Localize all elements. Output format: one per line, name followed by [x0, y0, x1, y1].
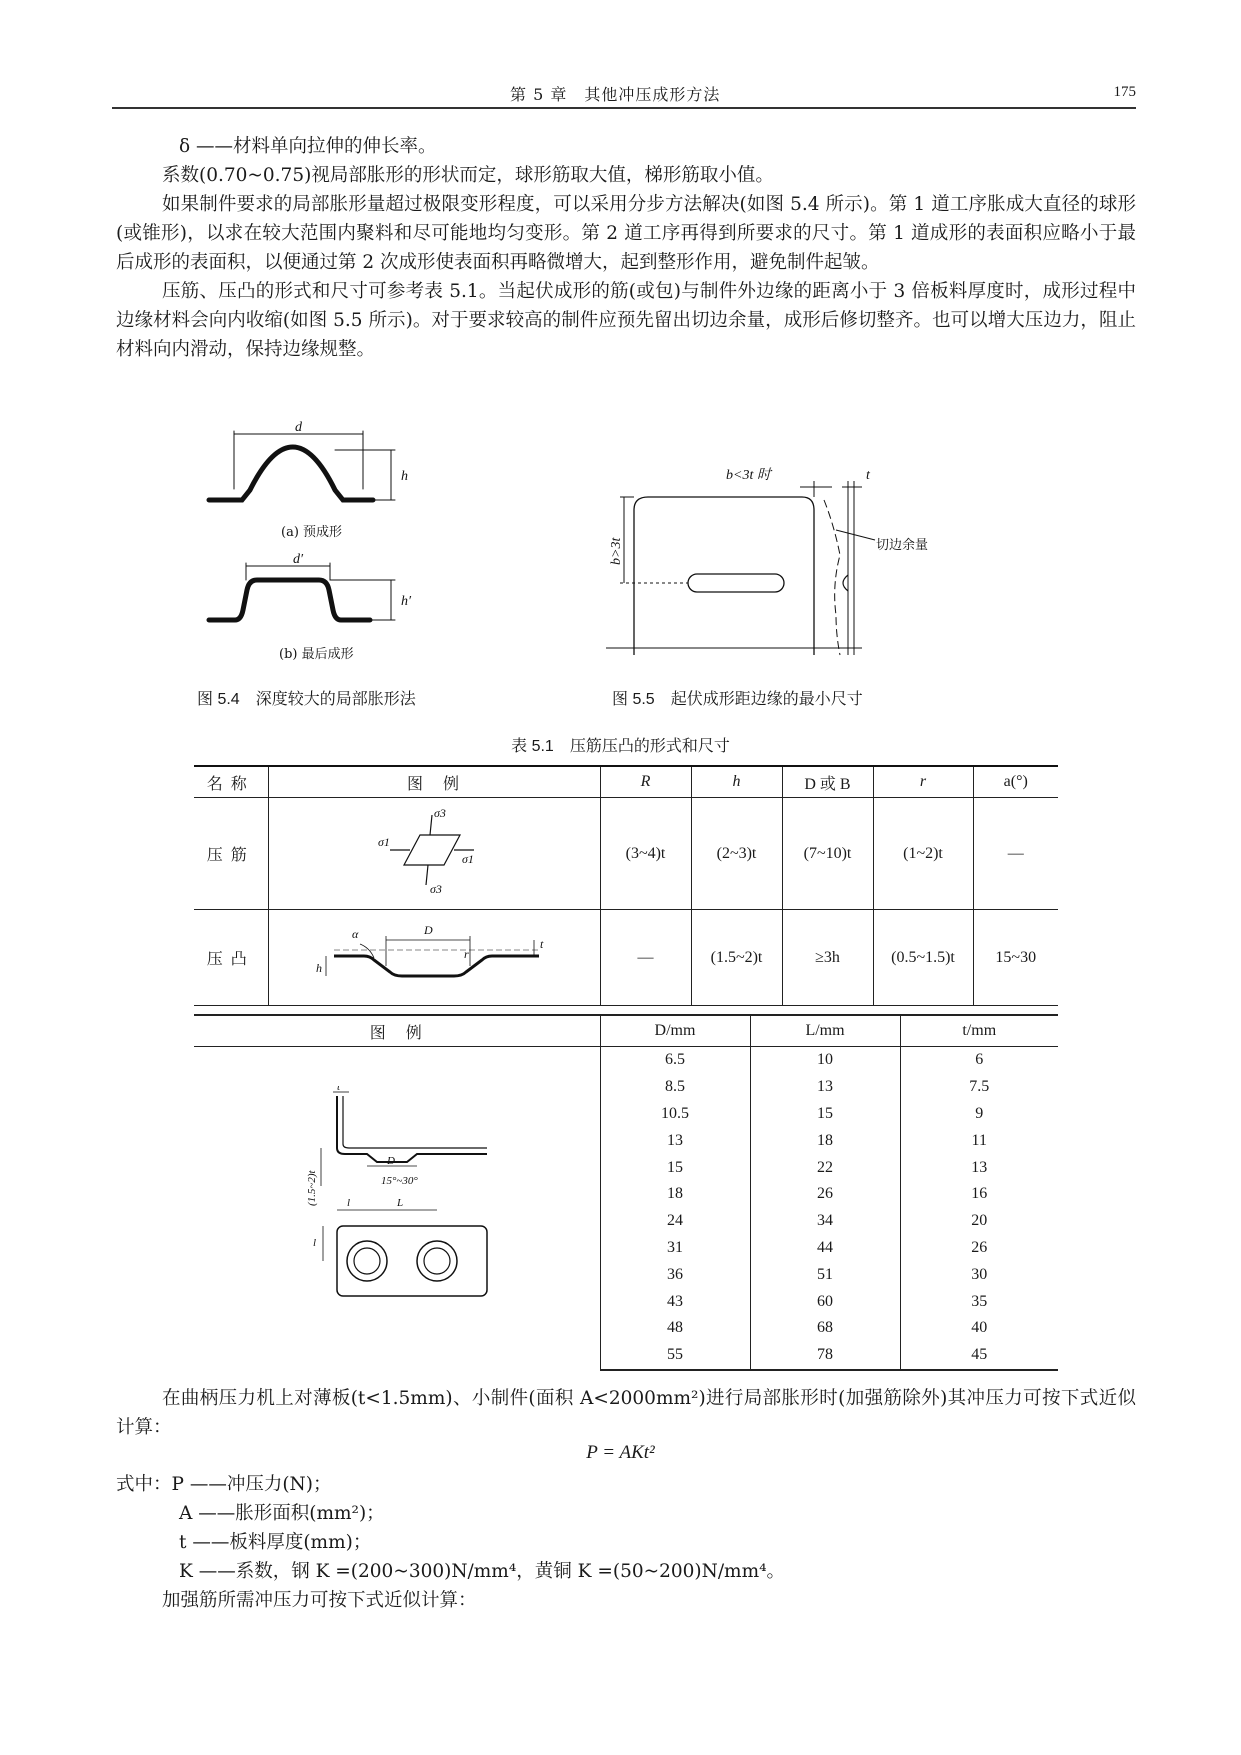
def-P-line — [116, 1470, 785, 1499]
bump-h: (1.5~2)t — [691, 910, 782, 1006]
cell-t: 40 — [971, 1319, 988, 1337]
label-d-prime: d′ — [293, 552, 304, 567]
table-5-1-lower — [194, 1014, 1058, 1371]
rib-diagram-cell — [268, 798, 600, 910]
caption-a: (a) 预成形 — [281, 525, 343, 540]
paragraph-4: 在曲柄压力机上对薄板(t<1.5mm)、小制件(面积 A<2000mm²)进行局部胀形时(加强筋除外)其冲压力可按下式近似计算： — [116, 1388, 1136, 1438]
def-K: K ——系数，钢 K =(200~300)N/mm⁴，黄铜 K =(50~200)N/mm⁴。 — [179, 1561, 786, 1582]
cell-t: 45 — [900, 1342, 1058, 1370]
label-b-gt-3t: b>3t — [609, 537, 624, 565]
th2-D: D/mm — [600, 1015, 750, 1047]
cell-L: 51 — [750, 1261, 900, 1288]
bump-h: h — [316, 961, 322, 975]
cell-L: 34 — [750, 1208, 900, 1235]
paragraph-3: 压筋、压凸的形式和尺寸可参考表 5.1。当起伏成形的筋(或包)与制件外边缘的距离小于 3 倍板料厚度时，成形过程中边缘材料会向内收缩(如图 5.5 所示)。对于要求较高的制件应预先留出切边余量，成形后修切整齐。也可以增大压边力，阻止材料向内滑动，保持边缘规整。 — [116, 281, 1136, 360]
def-lead: 式中： — [116, 1474, 172, 1495]
sigma3-bottom: σ3 — [430, 882, 442, 896]
th2-example: 图 例 — [194, 1015, 600, 1047]
cell-t: 11 — [971, 1131, 987, 1149]
th-h: h — [691, 766, 782, 798]
cell-L: 78 — [750, 1342, 900, 1370]
sketch-t: t — [336, 1085, 340, 1093]
sigma1-left: σ1 — [378, 835, 390, 849]
cell-L: 18 — [750, 1127, 900, 1154]
cell-D: 15 — [600, 1154, 750, 1181]
th-r: r — [873, 766, 973, 798]
cell-D: 6.5 — [600, 1047, 750, 1074]
table-header-row — [194, 766, 1058, 798]
sketch-D: D — [386, 1154, 395, 1167]
label-trim-allowance: 切边余量 — [876, 538, 929, 553]
cell-D: 31 — [600, 1235, 750, 1262]
label-h-prime: h′ — [401, 594, 412, 609]
after-text — [116, 1384, 1136, 1442]
cell-D: 10.5 — [600, 1101, 750, 1128]
rib-R: (3~4)t — [600, 798, 691, 910]
bump-R: — — [600, 910, 691, 1006]
label-b-lt-3t: b<3t 时 — [726, 468, 771, 483]
row-name-rib: 压筋 — [194, 798, 268, 910]
label-t: t — [866, 468, 870, 483]
bump-t: t — [540, 937, 544, 951]
bump-D: D — [424, 923, 433, 937]
cell-t: 7.5 — [969, 1078, 990, 1096]
cell-L: 68 — [750, 1315, 900, 1342]
bump-alpha: 15~30 — [973, 910, 1058, 1006]
formula-definitions — [116, 1470, 785, 1615]
th-D-or-B: D 或 B — [782, 766, 873, 798]
sketch-h: (1.5~2)t — [305, 1170, 318, 1206]
sketch-angle: 15°~30° — [380, 1174, 418, 1187]
cell-t: 16 — [971, 1185, 988, 1203]
bump-r: r — [464, 947, 469, 961]
label-d: d — [295, 420, 302, 435]
last-line: 加强筋所需冲压力可按下式近似计算： — [162, 1590, 477, 1611]
cell-L: 22 — [750, 1154, 900, 1181]
table2-header-row — [194, 1015, 1058, 1047]
cell-t: 30 — [971, 1265, 988, 1283]
table-row-bump — [194, 910, 1058, 1006]
sigma3-top: σ3 — [434, 806, 446, 820]
cell-D: 24 — [600, 1208, 750, 1235]
row-name-bump: 压凸 — [194, 910, 268, 1006]
cell-t: 13 — [971, 1158, 988, 1176]
delta-definition: δ ——材料单向拉伸的伸长率。 — [179, 136, 437, 157]
cell-L: 10 — [750, 1047, 900, 1074]
th-name: 名称 — [194, 766, 268, 798]
chapter-title: 第 5 章 其他冲压成形方法 — [510, 85, 721, 104]
def-A: A ——胀形面积(mm²)； — [179, 1503, 385, 1524]
cell-D: 18 — [600, 1181, 750, 1208]
bump-r: (0.5~1.5)t — [873, 910, 973, 1006]
figure-5-5 — [600, 465, 960, 660]
cell-L: 15 — [750, 1101, 900, 1128]
figure-5-4 — [205, 420, 455, 670]
paragraph-1: 系数(0.70~0.75)视局部胀形的形状而定，球形筋取大值，梯形筋取小值。 — [162, 165, 774, 186]
sketch-l: l — [346, 1196, 350, 1209]
rib-alpha: — — [973, 798, 1058, 910]
dimension-sketch-cell — [194, 1047, 600, 1370]
bump-alpha: α — [352, 927, 359, 941]
rib-h: (2~3)t — [691, 798, 782, 910]
rib-dimension-sketch — [297, 1086, 497, 1326]
paragraph-2: 如果制件要求的局部胀形量超过极限变形程度，可以采用分步方法解决(如图 5.4 所示)。第 1 道工序胀成大直径的球形(或锥形)，以求在较大范围内聚料和尽可能地均匀变形。第 2 道工序再得到所要求的尺寸。第 1 道成形的表面积应略小于最后成形的表面积，以便通过第 2 次成形使表面积再略微增大，起到整形作用，避免制件起皱。 — [116, 194, 1136, 273]
th-example: 图 例 — [268, 766, 600, 798]
cell-t: 6 — [975, 1051, 984, 1069]
rib-D: (7~10)t — [782, 798, 873, 910]
sketch-l-side: l — [312, 1236, 316, 1249]
cell-L: 26 — [750, 1181, 900, 1208]
cell-L: 60 — [750, 1288, 900, 1315]
table-row-rib — [194, 798, 1058, 910]
body-text — [116, 132, 1136, 364]
page-header — [112, 80, 1136, 108]
page-number: 175 — [1113, 84, 1136, 100]
table2-body — [194, 1047, 1058, 1370]
cell-t: 20 — [971, 1212, 988, 1230]
th-R: R — [600, 766, 691, 798]
def-P: P ——冲压力(N)； — [171, 1474, 332, 1495]
cell-D: 36 — [600, 1261, 750, 1288]
table2-row — [194, 1047, 1058, 1074]
bump-D: ≥3h — [782, 910, 873, 1006]
cell-D: 13 — [600, 1127, 750, 1154]
sigma1-right: σ1 — [462, 852, 474, 866]
cell-t: 26 — [971, 1238, 988, 1256]
caption-b: (b) 最后成形 — [279, 647, 354, 662]
rib-stress-diagram — [374, 801, 494, 901]
cell-L: 44 — [750, 1235, 900, 1262]
th-alpha: a(°) — [973, 766, 1058, 798]
cell-L: 13 — [750, 1074, 900, 1101]
cell-D: 55 — [600, 1342, 750, 1370]
figure-5-5-caption: 图 5.5 起伏成形距边缘的最小尺寸 — [612, 691, 863, 708]
def-t: t ——板料厚度(mm)； — [179, 1532, 372, 1553]
cell-D: 48 — [600, 1315, 750, 1342]
th2-t: t/mm — [900, 1015, 1058, 1047]
cell-D: 43 — [600, 1288, 750, 1315]
label-h: h — [401, 469, 408, 484]
cell-t: 35 — [971, 1292, 988, 1310]
table-title: 表 5.1 压筋压凸的形式和尺寸 — [511, 738, 730, 755]
figure-5-4-caption: 图 5.4 深度较大的局部胀形法 — [197, 691, 416, 708]
sketch-L: L — [396, 1196, 403, 1209]
bump-section-diagram — [314, 910, 554, 1000]
rib-r: (1~2)t — [873, 798, 973, 910]
th2-L: L/mm — [750, 1015, 900, 1047]
cell-D: 8.5 — [600, 1074, 750, 1101]
formula: P = AKt² — [586, 1442, 655, 1463]
bump-diagram-cell — [268, 910, 600, 1006]
cell-t: 9 — [975, 1104, 984, 1122]
table-5-1-upper — [194, 765, 1058, 1006]
header-rule — [112, 107, 1136, 109]
